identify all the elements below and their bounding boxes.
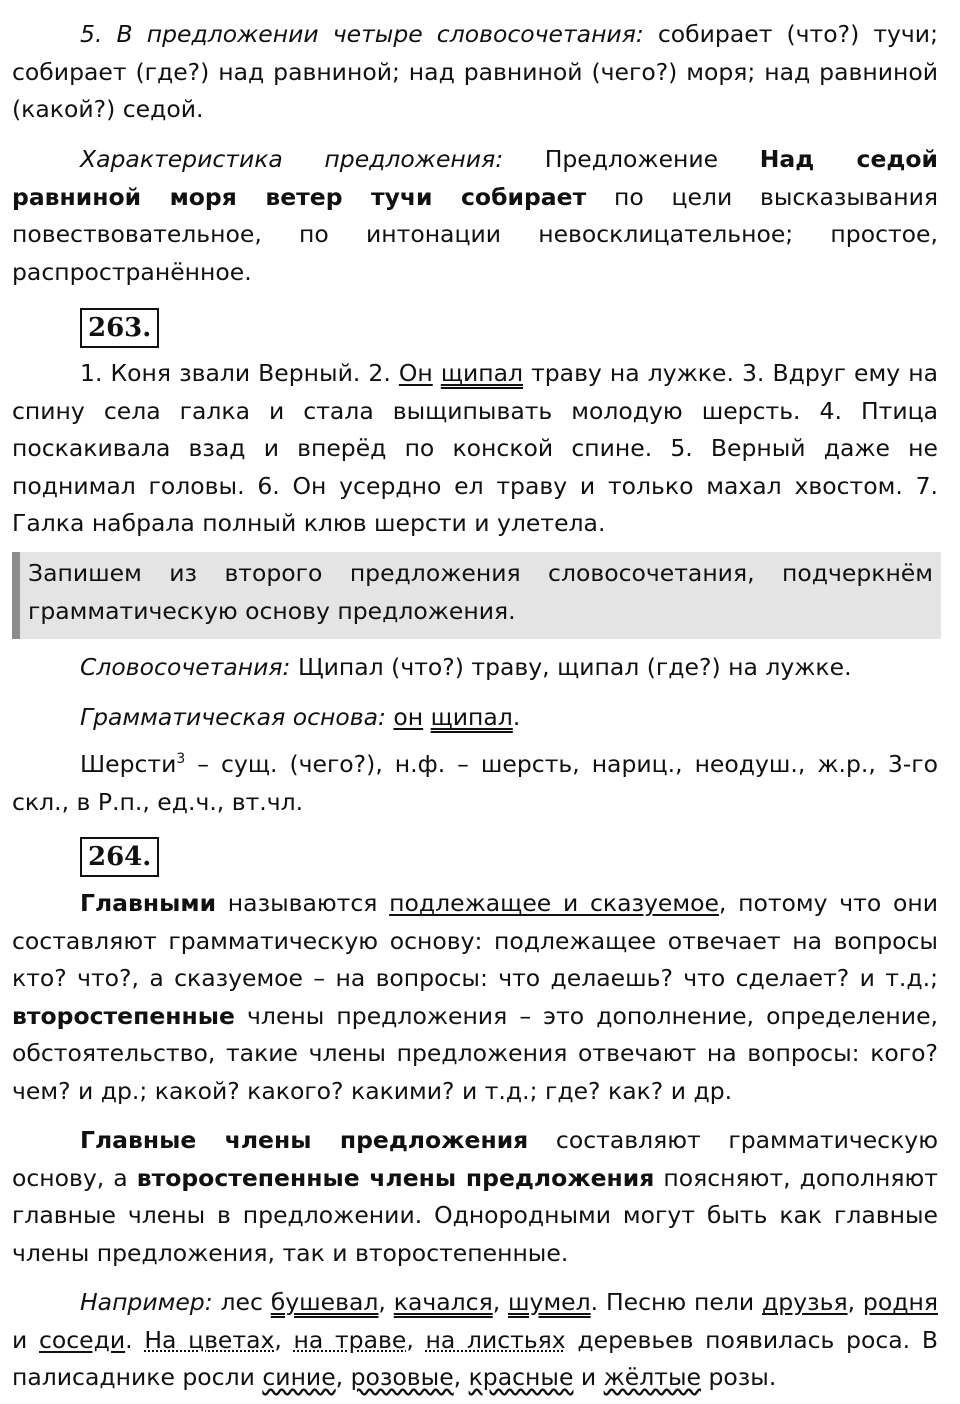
exercise-263-number: 263. <box>80 308 159 348</box>
item-5-label: 5. В предложении четыре словосочетания: <box>80 20 644 48</box>
text-part: составляют грамматическую основу, а <box>12 1126 938 1192</box>
item-5-paragraph <box>12 16 938 129</box>
text-part: поясняют, дополняют главные члены в предложении. Однородными могут быть как главные члены предложения, так и второстепенные. <box>12 1163 938 1267</box>
characteristic-paragraph <box>12 141 938 291</box>
text-part: . Песню пели <box>590 1288 763 1316</box>
bold-term: Главными <box>80 889 217 917</box>
predicate-word: щипал <box>440 359 524 387</box>
predicate-word: качался <box>393 1288 493 1316</box>
characteristic-post: по цели высказывания повествовательное, по интонации невосклицательное; простое, распространённое. <box>12 182 938 286</box>
phrases-label: Словосочетания: <box>80 653 291 681</box>
characteristic-pre: Предложение <box>503 145 760 173</box>
basis-predicate: щипал <box>430 703 513 731</box>
phrases-paragraph <box>12 649 938 687</box>
text-part: . <box>125 1325 145 1354</box>
text-part: деревьев появилась роса. В палисаднике росли <box>12 1325 938 1391</box>
predicate-word: шумел <box>508 1288 591 1316</box>
attribute-word: розовые <box>350 1363 454 1391</box>
text-part: , <box>274 1325 294 1354</box>
underlined-term: подлежащее и сказуемое <box>389 889 719 917</box>
text-part: , <box>406 1325 426 1354</box>
basis-end: . <box>512 703 521 731</box>
text-part: и <box>573 1363 604 1391</box>
adverbial-phrase: На цветах <box>144 1325 275 1354</box>
exercise-264-paragraph-1 <box>12 885 938 1110</box>
text-part: розы. <box>701 1363 777 1391</box>
examples-label: Например: <box>80 1288 213 1316</box>
characteristic-label: Характеристика предложения: <box>80 145 504 173</box>
text-part <box>433 359 441 387</box>
subject-word: родня <box>862 1288 938 1316</box>
text-part: члены предложения – это дополнение, определение, обстоятельство, такие члены предложения отвечают на вопросы: кого? чем? и др.; какой? какого? какими? и т.д.; где? как? и др. <box>12 1001 938 1105</box>
attribute-word: синие <box>262 1363 336 1391</box>
morph-word: Шерсти <box>80 750 177 778</box>
exercise-264-paragraph-2 <box>12 1122 938 1272</box>
morph-superscript: 3 <box>176 751 186 768</box>
text-part: , <box>335 1363 351 1391</box>
text-part: , <box>492 1288 509 1316</box>
characteristic-sentence: Над седой равниной моря ветер тучи собирает <box>12 145 938 211</box>
subject-word: Он <box>398 359 433 387</box>
text-part: 1. Коня звали Верный. 2. <box>80 359 399 387</box>
exercise-264-number: 264. <box>80 837 159 877</box>
task-note-text: Запишем из второго предложения словосочетания, подчеркнём грамматическую основу предложения. <box>28 559 933 625</box>
task-note-box <box>12 552 941 639</box>
basis-subject: он <box>393 703 424 731</box>
bold-term: второстепенные <box>12 1001 235 1030</box>
predicate-word: бушевал <box>270 1288 379 1316</box>
text-part: называются <box>216 889 390 917</box>
bold-term: Главные члены предложения <box>80 1126 529 1154</box>
text-part: траву на лужке. 3. Вдруг ему на спину села галка и стала выщипывать молодую шерсть. 4. Птица поскакивала взад и вперёд по конской спине. 5. Верный даже не поднимал головы. 6. Он усердно ел траву и только махал хвостом. 7. Галка набрала полный клюв шерсти и улетела. <box>12 359 938 537</box>
phrases-text: Щипал (что?) траву, щипал (где?) на лужке. <box>290 653 852 681</box>
item-5-text: собирает (что?) тучи; собирает (где?) над равниной; над равниной (чего?) моря; над равниной (какой?) седой. <box>12 20 938 123</box>
text-part: лес <box>212 1288 271 1316</box>
text-part: и <box>12 1325 39 1354</box>
exercise-263-text <box>12 355 938 543</box>
subject-word: друзья <box>762 1288 848 1316</box>
examples-paragraph <box>12 1284 938 1397</box>
subject-word: соседи <box>38 1325 126 1354</box>
basis-label: Грамматическая основа: <box>80 703 386 731</box>
text-part: , <box>453 1363 469 1391</box>
morph-text: – сущ. (чего?), н.ф. – шерсть, нариц., неодуш., ж.р., 3-го скл., в Р.п., ед.ч., вт.чл. <box>12 750 938 816</box>
bold-term: второстепенные члены предложения <box>136 1163 655 1192</box>
adverbial-phrase: на траве <box>293 1325 407 1354</box>
text-part: , <box>378 1288 394 1316</box>
morphology-paragraph <box>12 746 938 821</box>
attribute-word: жёлтые <box>603 1363 701 1391</box>
attribute-word: красные <box>468 1363 574 1391</box>
text-part: , <box>847 1288 863 1316</box>
text-part: , потому что они составляют грамматическую основу: подлежащее отвечает на вопросы кто? что?, а сказуемое – на вопросы: что делаешь? что сделает? и т.д.; <box>12 889 938 992</box>
adverbial-phrase: на листьях <box>425 1325 566 1354</box>
basis-paragraph <box>12 699 938 737</box>
